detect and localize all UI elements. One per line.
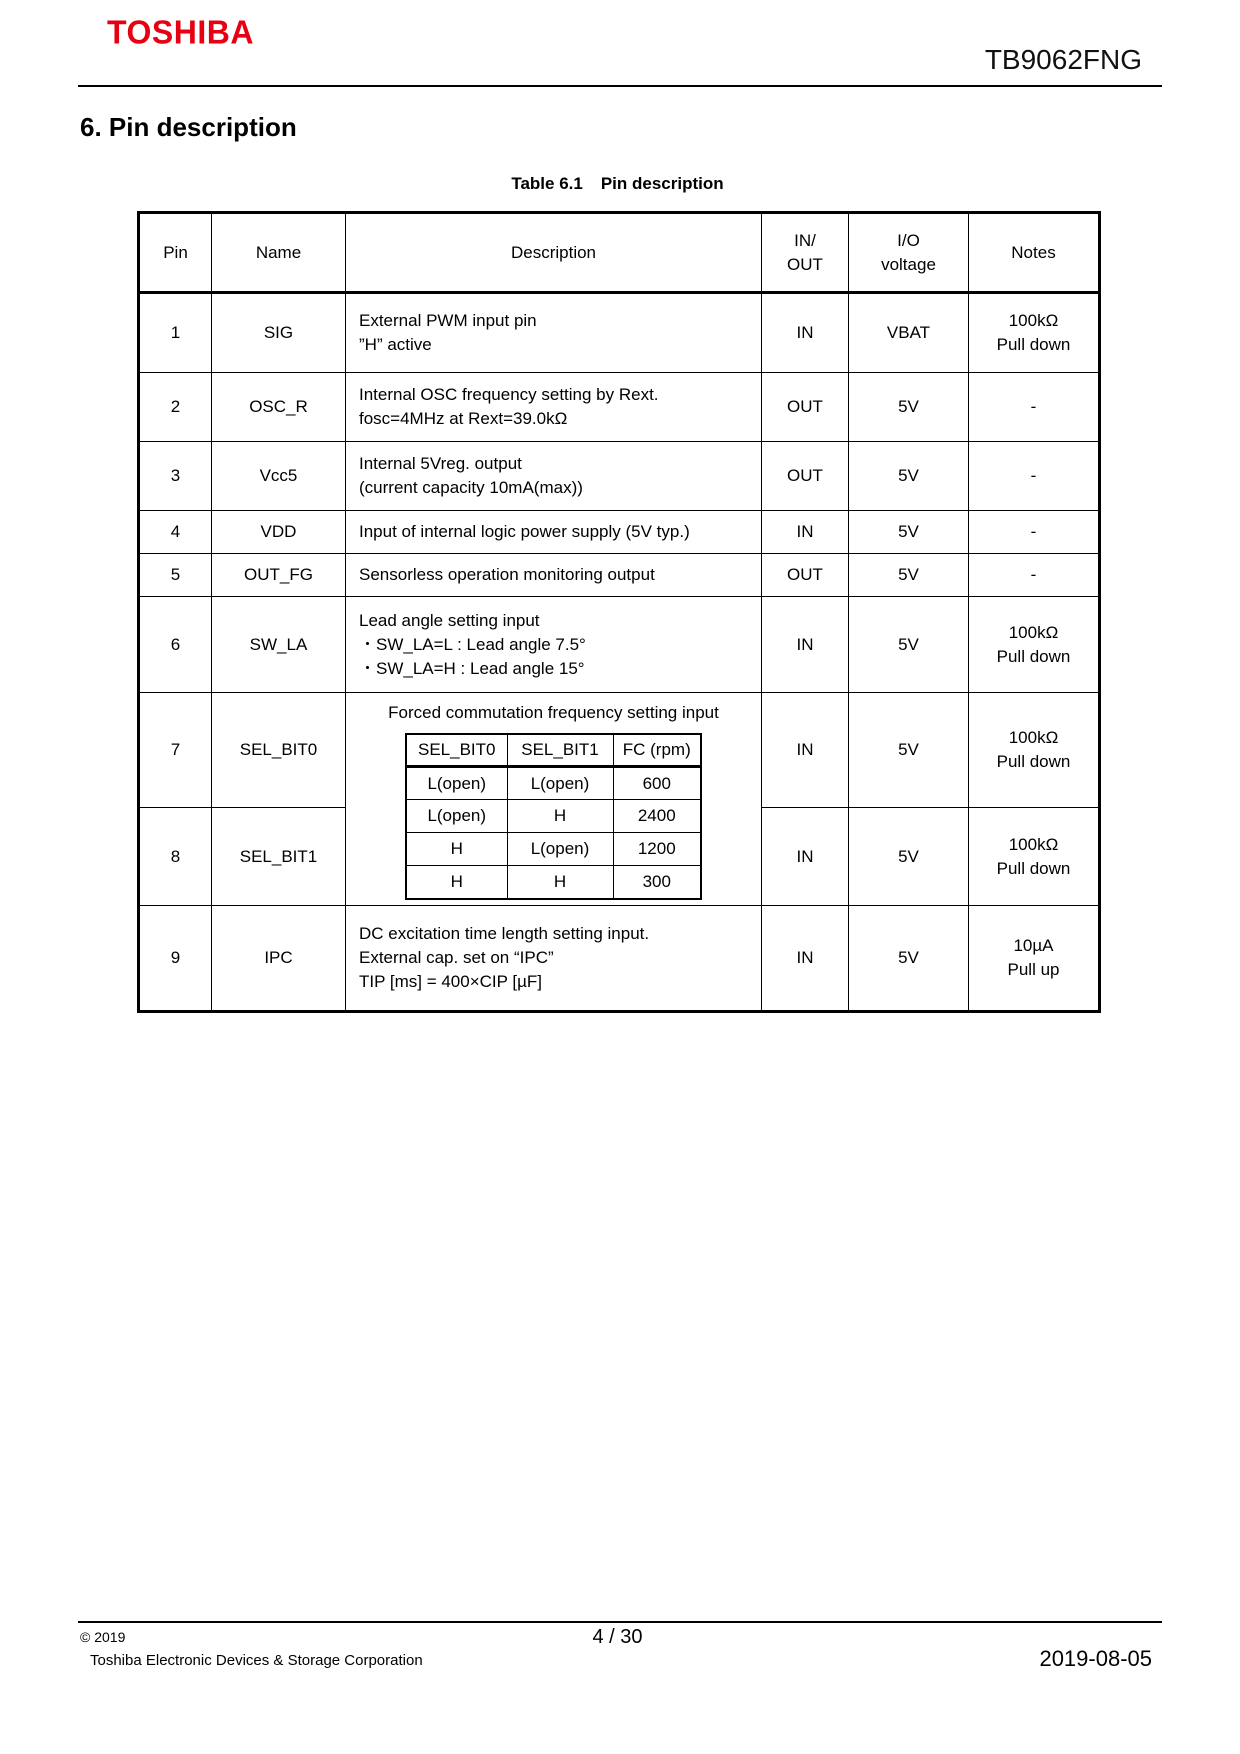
pin-cell: 5	[139, 554, 212, 597]
col-header-pin: Pin	[139, 213, 212, 293]
table-row-pin3	[139, 442, 1100, 511]
sub-cell: L(open)	[406, 767, 507, 800]
header-rule	[78, 85, 1162, 87]
col-header-description: Description	[346, 213, 762, 293]
toshiba-logo: TOSHIBA	[107, 13, 254, 51]
voltage-cell: 5V	[849, 597, 969, 693]
name-cell: IPC	[212, 906, 346, 1012]
name-cell: SEL_BIT1	[212, 808, 346, 906]
notes-cell: 100kΩ Pull down	[969, 693, 1100, 808]
table-caption-title: Pin description	[600, 174, 724, 193]
section-title: 6. Pin description	[80, 112, 297, 142]
notes-cell: -	[969, 511, 1100, 554]
description-cell: Sensorless operation monitoring output	[346, 554, 762, 597]
table-header-row	[139, 213, 1100, 293]
table-row-pin7	[139, 693, 1100, 808]
table-row-pin6	[139, 597, 1100, 693]
sub-cell: 300	[613, 866, 701, 899]
description-cell: Internal OSC frequency setting by Rext. fosc=4MHz at Rext=39.0kΩ	[346, 373, 762, 442]
pin-cell: 4	[139, 511, 212, 554]
notes-cell: -	[969, 554, 1100, 597]
sub-table-row	[406, 866, 701, 899]
inout-cell: IN	[762, 293, 849, 373]
notes-cell: 100kΩ Pull down	[969, 293, 1100, 373]
description-cell: Lead angle setting input ・SW_LA=L : Lead angle 7.5° ・SW_LA=H : Lead angle 15°	[346, 597, 762, 693]
inout-cell: IN	[762, 597, 849, 693]
footer-page-number: 4 / 30	[592, 1626, 643, 1648]
table-row-pin9	[139, 906, 1100, 1012]
sub-cell: L(open)	[507, 833, 613, 866]
notes-cell: -	[969, 442, 1100, 511]
pin-cell: 6	[139, 597, 212, 693]
name-cell: SW_LA	[212, 597, 346, 693]
part-number: TB9062FNG	[984, 44, 1142, 75]
footer-company: Toshiba Electronic Devices & Storage Corporation	[90, 1652, 423, 1669]
sub-col-selbit0: SEL_BIT0	[406, 734, 507, 767]
inout-cell: OUT	[762, 442, 849, 511]
inout-cell: IN	[762, 693, 849, 808]
inout-cell: OUT	[762, 554, 849, 597]
sub-cell: 2400	[613, 800, 701, 833]
sub-cell: L(open)	[406, 800, 507, 833]
sub-table-row	[406, 833, 701, 866]
table-caption	[137, 174, 1098, 194]
sub-table-header-row	[406, 734, 701, 767]
pin-cell: 3	[139, 442, 212, 511]
sub-table-row	[406, 767, 701, 800]
frequency-sub-table	[405, 733, 702, 900]
sub-cell: H	[507, 866, 613, 899]
forced-commutation-title: Forced commutation frequency setting input	[388, 702, 719, 722]
notes-cell: 100kΩ Pull down	[969, 597, 1100, 693]
voltage-cell: 5V	[849, 693, 969, 808]
notes-cell: 100kΩ Pull down	[969, 808, 1100, 906]
description-cell: External PWM input pin ”H” active	[346, 293, 762, 373]
name-cell: Vcc5	[212, 442, 346, 511]
table-row-pin1	[139, 293, 1100, 373]
inout-cell: OUT	[762, 373, 849, 442]
voltage-cell: 5V	[849, 373, 969, 442]
voltage-cell: 5V	[849, 554, 969, 597]
sub-table-row	[406, 800, 701, 833]
sub-cell: H	[507, 800, 613, 833]
table-row-pin4	[139, 511, 1100, 554]
pin-cell: 8	[139, 808, 212, 906]
table-row-pin5	[139, 554, 1100, 597]
sub-col-fc: FC (rpm)	[613, 734, 701, 767]
inout-cell: IN	[762, 511, 849, 554]
sub-cell: 600	[613, 767, 701, 800]
sub-cell: 1200	[613, 833, 701, 866]
pin-cell: 9	[139, 906, 212, 1012]
sub-col-selbit1: SEL_BIT1	[507, 734, 613, 767]
pin-table-container	[137, 211, 1101, 1013]
description-cell: Internal 5Vreg. output (current capacity 10mA(max))	[346, 442, 762, 511]
notes-cell: 10µA Pull up	[969, 906, 1100, 1012]
pin-cell: 7	[139, 693, 212, 808]
pin-cell: 2	[139, 373, 212, 442]
pin-description-table	[137, 211, 1101, 1013]
voltage-cell: 5V	[849, 442, 969, 511]
footer-rule	[78, 1621, 1162, 1623]
col-header-notes: Notes	[969, 213, 1100, 293]
name-cell: OSC_R	[212, 373, 346, 442]
voltage-cell: 5V	[849, 511, 969, 554]
col-header-voltage: I/O voltage	[849, 213, 969, 293]
name-cell: OUT_FG	[212, 554, 346, 597]
table-caption-label: Table 6.1	[511, 174, 583, 193]
voltage-cell: 5V	[849, 808, 969, 906]
table-row-pin2	[139, 373, 1100, 442]
inout-cell: IN	[762, 808, 849, 906]
description-cell-merged	[346, 693, 762, 906]
voltage-cell: 5V	[849, 906, 969, 1012]
footer-date: 2019-08-05	[1039, 1646, 1152, 1671]
col-header-inout: IN/ OUT	[762, 213, 849, 293]
sub-cell: H	[406, 866, 507, 899]
name-cell: VDD	[212, 511, 346, 554]
voltage-cell: VBAT	[849, 293, 969, 373]
sub-cell: L(open)	[507, 767, 613, 800]
name-cell: SEL_BIT0	[212, 693, 346, 808]
col-header-name: Name	[212, 213, 346, 293]
name-cell: SIG	[212, 293, 346, 373]
description-cell: Input of internal logic power supply (5V typ.)	[346, 511, 762, 554]
description-cell: DC excitation time length setting input. External cap. set on “IPC” TIP [ms] = 400×CIP [µF]	[346, 906, 762, 1012]
footer-copyright: © 2019	[80, 1629, 126, 1645]
sub-cell: H	[406, 833, 507, 866]
pin-cell: 1	[139, 293, 212, 373]
notes-cell: -	[969, 373, 1100, 442]
inout-cell: IN	[762, 906, 849, 1012]
